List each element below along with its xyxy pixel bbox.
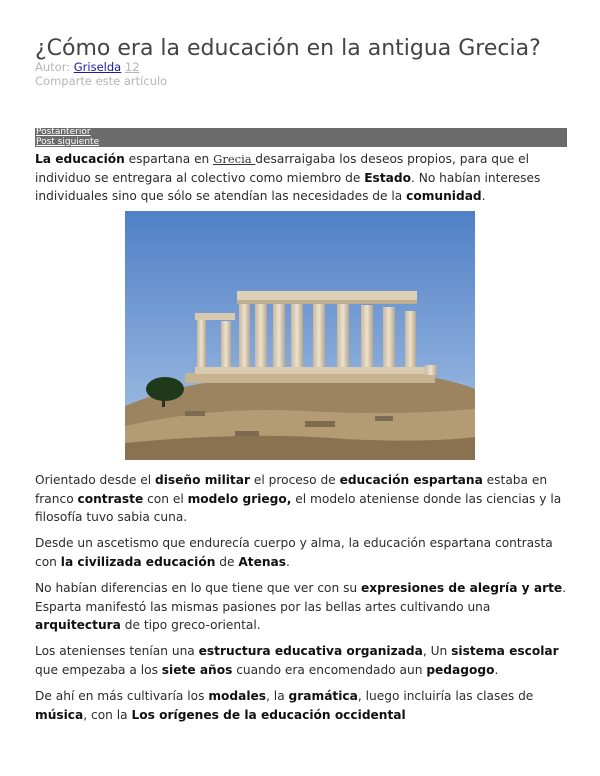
bold-text: Los orígenes de la educación occidental: [131, 707, 406, 722]
text: el proceso de: [250, 473, 340, 487]
bold-text: modales: [208, 688, 267, 703]
bold-text: sistema escolar: [451, 644, 559, 659]
text: .: [494, 662, 499, 677]
bold-text: estructura educativa organizada: [198, 644, 423, 659]
text: con el: [143, 491, 188, 506]
paragraph-5: [35, 642, 567, 679]
bold-text: pedagogo: [426, 662, 495, 677]
bold-text: modelo griego,: [187, 491, 292, 506]
author-label: Autor:: [35, 60, 71, 74]
text: . Esparta manifestó las mismas pasiones por las bellas artes cultivando una: [35, 580, 567, 614]
text: No habían diferencias en lo que tiene que ver con su: [35, 580, 362, 595]
paragraph-3: [35, 534, 567, 571]
post-nav-bar: [35, 128, 567, 147]
paragraph-2: [35, 471, 567, 527]
share-label: Comparte este artículo: [35, 74, 168, 88]
text: , Un: [422, 644, 452, 659]
paragraph-4: [35, 579, 567, 635]
bold-text: contraste: [77, 491, 144, 506]
text: que empezaba a los: [35, 662, 162, 677]
bold-text: Estado: [364, 170, 411, 185]
text: Los atenienses tenían una: [35, 644, 199, 659]
article-intro: [35, 150, 567, 213]
text: de tipo greco-oriental.: [120, 618, 261, 633]
bold-text: comunidad: [406, 189, 482, 204]
temple-image: [125, 211, 475, 460]
bold-text: la civilizada educación: [60, 554, 216, 569]
bold-text: educación espartana: [339, 473, 483, 487]
text: , la: [266, 688, 289, 703]
bold-text: música: [35, 707, 84, 722]
bold-text: Atenas: [238, 554, 287, 569]
text: desarraigaba los deseos propios, para que el individuo se entregara al colectivo como miembro de: [35, 152, 530, 185]
bold-text: arquitectura: [35, 618, 121, 633]
temple-photo: [125, 211, 475, 460]
next-post-link[interactable]: Post siguiente: [36, 136, 100, 147]
text: espartana en: [124, 152, 214, 166]
prev-post-link[interactable]: Postanterior: [36, 127, 91, 137]
text: Desde un ascetismo que endurecía cuerpo y alma, la educación espartana contrasta con: [35, 536, 553, 569]
author-link[interactable]: Griselda: [73, 60, 122, 74]
text: , con la: [83, 707, 132, 722]
article-body: [35, 471, 567, 732]
text: Orientado desde el: [35, 473, 155, 487]
article-meta: [35, 60, 140, 74]
bold-text: La educación: [35, 152, 125, 166]
text: .: [286, 554, 290, 569]
bold-text: siete años: [161, 662, 233, 677]
text: el modelo ateniense donde las ciencias y la filosofía tuvo sabia cuna.: [35, 491, 562, 525]
text: . No habían intereses individuales sino que sólo se atendían las necesidades de la: [35, 170, 541, 204]
bold-text: expresiones de alegría y arte: [361, 580, 563, 595]
bold-text: gramática: [288, 688, 358, 703]
article-title: ¿Cómo era la educación en la antigua Grecia?: [35, 36, 541, 61]
bold-text: diseño militar: [154, 473, 250, 487]
text: estaba en franco: [35, 473, 548, 506]
text: de: [215, 554, 239, 569]
grecia-link[interactable]: Grecia: [213, 152, 256, 166]
text: De ahí en más cultivaría los: [35, 688, 209, 703]
comment-count-link[interactable]: 12: [124, 60, 140, 74]
paragraph-6: [35, 687, 567, 724]
text: , luego incluiría las clases de: [357, 688, 534, 703]
paragraph-1: [35, 150, 567, 206]
text: .: [481, 189, 486, 204]
text: cuando era encomendado aun: [232, 662, 427, 677]
